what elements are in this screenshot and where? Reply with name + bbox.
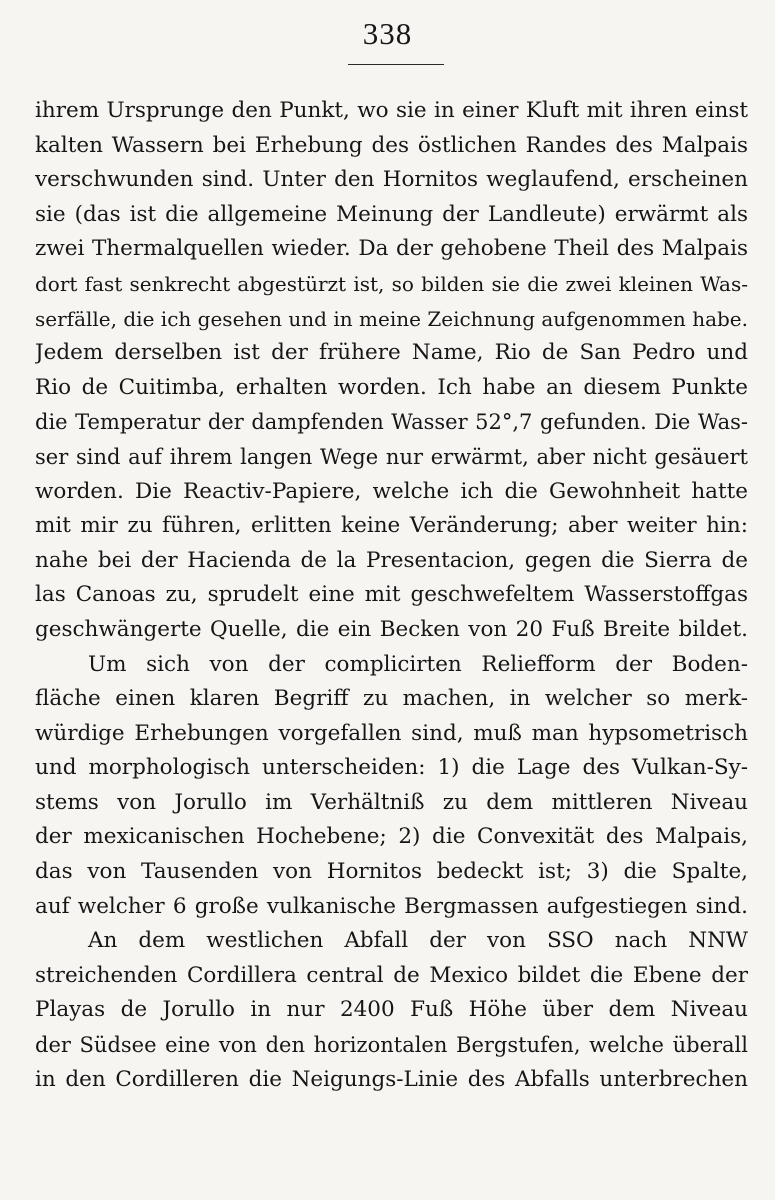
text-line: kalten Wassern bei Erhebung des östlichen Randes des Malpais: [35, 132, 748, 158]
text-line: fläche einen klaren Begriff zu machen, in welcher so merk-: [35, 686, 748, 712]
text-line: das von Tausenden von Hornitos bedeckt ist; 3) die Spalte,: [35, 859, 748, 885]
text-line: der Südsee eine von den horizontalen Bergstufen, welche überall: [35, 1033, 748, 1058]
text-line: streichenden Cordillera central de Mexico bildet die Ebene der: [35, 962, 748, 988]
text-line-paragraph-start: An dem westlichen Abfall der von SSO nach NNW: [88, 928, 748, 954]
text-line: würdige Erhebungen vorgefallen sind, muß man hypsometrisch: [35, 720, 748, 746]
text-line: geschwängerte Quelle, die ein Becken von 20 Fuß Breite bildet.: [35, 616, 748, 642]
text-line: ihrem Ursprunge den Punkt, wo sie in einer Kluft mit ihren einst: [35, 98, 748, 123]
text-line: serfälle, die ich gesehen und in meine Zeichnung aufgenommen habe.: [35, 306, 748, 331]
text-line: und morphologisch unterscheiden: 1) die Lage des Vulkan-Sy-: [35, 755, 748, 781]
text-line: Playas de Jorullo in nur 2400 Fuß Höhe über dem Niveau: [35, 997, 748, 1023]
text-line: sie (das ist die allgemeine Meinung der Landleute) erwärmt als: [35, 201, 748, 227]
text-line: ser sind auf ihrem langen Wege nur erwärmt, aber nicht gesäuert: [35, 444, 748, 469]
text-line: verschwunden sind. Unter den Hornitos weglaufend, erscheinen: [35, 167, 748, 193]
text-line: auf welcher 6 große vulkanische Bergmassen aufgestiegen sind.: [35, 893, 748, 919]
text-line: Jedem derselben ist der frühere Name, Rio de San Pedro und: [35, 340, 748, 366]
text-line: mit mir zu führen, erlitten keine Veränderung; aber weiter hin:: [35, 513, 748, 539]
page-number: 338: [362, 16, 413, 51]
text-line: dort fast senkrecht abgestürzt ist, so bilden sie die zwei kleinen Was-: [35, 271, 748, 296]
text-line: die Temperatur der dampfenden Wasser 52°,7 gefunden. Die Was-: [35, 410, 748, 435]
text-line: der mexicanischen Hochebene; 2) die Convexität des Malpais,: [35, 824, 748, 850]
text-line: Rio de Cuitimba, erhalten worden. Ich habe an diesem Punkte: [35, 374, 748, 400]
text-line-paragraph-start: Um sich von der complicirten Reliefform der Boden-: [88, 651, 748, 677]
text-line: worden. Die Reactiv-Papiere, welche ich die Gewohnheit hatte: [35, 478, 748, 504]
header-rule: [348, 64, 444, 65]
text-line: in den Cordilleren die Neigungs-Linie des Abfalls unterbrechen: [35, 1066, 748, 1092]
text-line: stems von Jorullo im Verhältniß zu dem mittleren Niveau: [35, 789, 748, 815]
text-line: las Canoas zu, sprudelt eine mit geschwefeltem Wasserstoffgas: [35, 582, 748, 608]
body-text: [35, 94, 748, 1097]
text-line: nahe bei der Hacienda de la Presentacion, gegen die Sierra de: [35, 547, 748, 573]
text-line: zwei Thermalquellen wieder. Da der gehobene Theil des Malpais: [35, 236, 748, 262]
